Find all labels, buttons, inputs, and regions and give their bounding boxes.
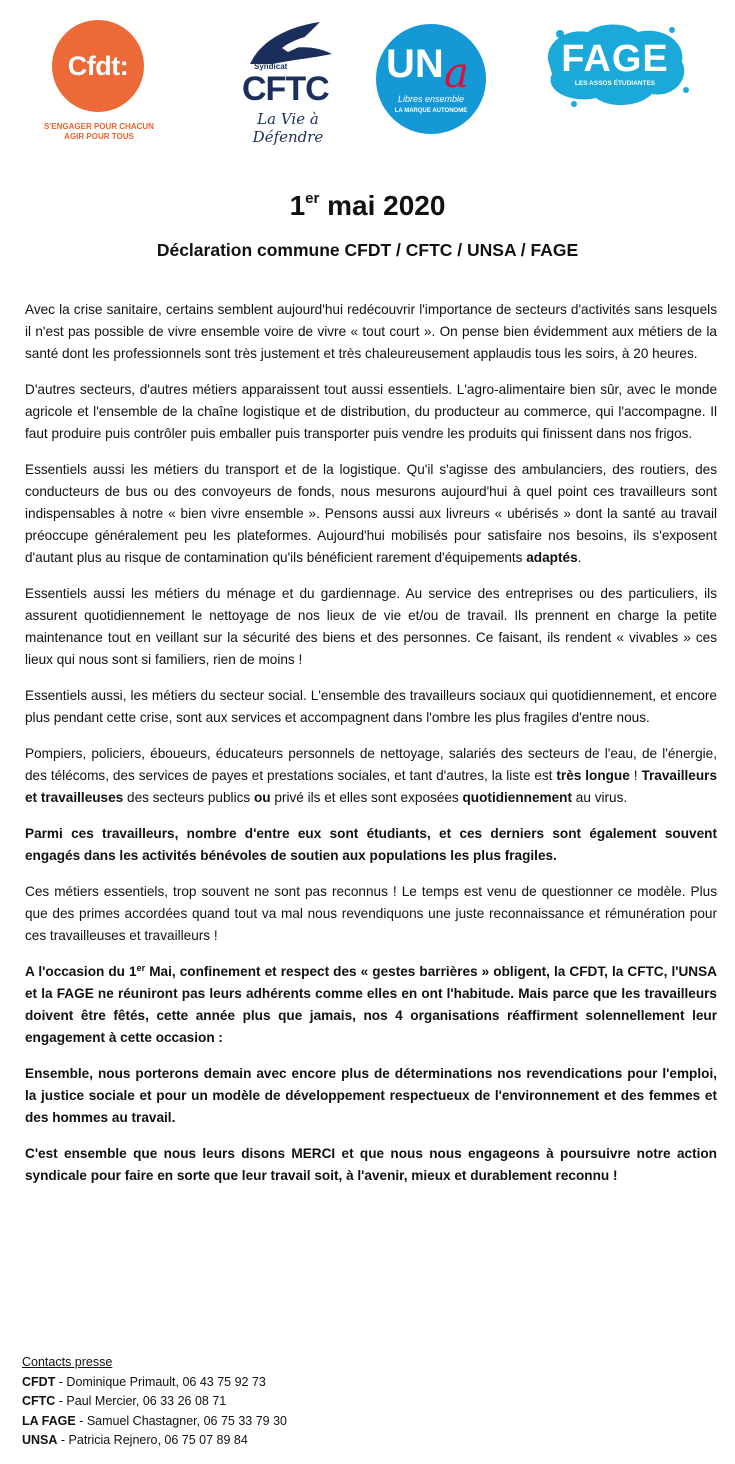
cftc-prefix: Syndicat xyxy=(254,62,288,71)
paragraph-6-bold-c: ou xyxy=(253,790,271,805)
paragraph-3-text: Essentiels aussi les métiers du transport et de la logistique. Qu'il s'agisse des ambulanciers, des routiers, des conducteurs de bus ou des convoyeurs de fonds, nous mesurons aujourd'hui à quel point ces travailleurs sont indispensables à notre « bien vivre ensemble ». Pensons aussi aux livreurs « ubérisés » dont la santé au travail préoccupe généralement peu les plateformes. Aujourd'hui mobilisés pour satisfaire nos besoins, ils s'exposent d'autant plus au risque de contamination qu'ils bénéficient rarement d'équipements xyxy=(25,462,717,565)
paragraph-6-text-a: Pompiers, policiers, éboueurs, éducateurs personnels de nettoyage, salariés des secteurs de l'eau, de l'énergie, des télécoms, des services de payes et prestations sociales, et tant d'autres, la liste est xyxy=(25,746,717,783)
contact-row xyxy=(22,1373,287,1393)
paragraph-4: Essentiels aussi les métiers du ménage et du gardiennage. Au service des entreprises ou des particuliers, ils assurent quotidiennement le nettoyage de nos lieux de vie et/ou de travail. Ils prennent en charge la petite maintenance tout en veillant sur la sécurité des biens et des personnes. Ce faisant, ils rendent « vivables » ces lieux qui nous sont si familiers, rien de moins ! xyxy=(25,586,717,667)
paragraph-7: Parmi ces travailleurs, nombre d'entre eux sont étudiants, et ces derniers sont également souvent engagés dans les activités bénévoles de soutien aux populations les plus fragiles. xyxy=(25,826,717,863)
unsa-logo xyxy=(376,24,486,134)
contact-detail: - Dominique Primault, 06 43 75 92 73 xyxy=(55,1374,266,1389)
press-contacts xyxy=(22,1353,287,1451)
paragraph-9-text-a: A l'occasion du 1 xyxy=(25,964,137,979)
fage-logo-subtext: LES ASSOS ÉTUDIANTES xyxy=(574,80,656,87)
unsa-band-subtext: LA MARQUE AUTONOME xyxy=(394,108,468,114)
declaration-body xyxy=(25,299,717,1187)
unsa-band-text: Libres ensemble xyxy=(397,94,465,104)
press-contacts-heading: Contacts presse xyxy=(22,1355,113,1369)
page-title xyxy=(0,190,735,222)
paragraph-3-bold: adaptés xyxy=(526,550,578,565)
contact-detail: - Paul Mercier, 06 33 26 08 71 xyxy=(55,1394,227,1408)
cftc-logo-text: CFTC xyxy=(242,70,329,108)
paragraph-9-superscript: er xyxy=(136,963,146,973)
page-subtitle: Déclaration commune CFDT / CFTC / UNSA / FAGE xyxy=(156,240,579,260)
contact-detail: - Patricia Rejnero, 06 75 07 89 84 xyxy=(57,1433,248,1447)
fage-logo-text: FAGE xyxy=(561,38,669,80)
title-text: mai 2020 xyxy=(319,190,446,221)
paragraph-11: C'est ensemble que nous leurs disons MERCI et que nous nous engageons à poursuivre notre action syndicale pour faire en sorte que leur travail soit, à l'avenir, mieux et durablement reconnu ! xyxy=(25,1146,717,1183)
paragraph-9 xyxy=(25,961,717,1049)
contact-org: LA FAGE xyxy=(22,1413,76,1428)
paragraph-6-text-b: ! xyxy=(629,768,642,783)
cfdt-logo-text: Cfdt: xyxy=(67,50,129,81)
paragraph-2: D'autres secteurs, d'autres métiers apparaissent tout aussi essentiels. L'agro-alimentaire bien sûr, avec le monde agricole et l'ensemble de la chaîne logistique et de distribution, du producteur au commerce, qui l'accompagne. Il faut produire puis contrôler puis emballer puis transporter puis vendre les produits qui finissent dans nos frigos. xyxy=(25,382,717,441)
cfdt-tagline-line-1: S'ENGAGER POUR CHACUN xyxy=(44,122,154,131)
cfdt-tagline-line-2: AGIR POUR TOUS xyxy=(64,132,134,141)
contact-org: CFDT xyxy=(22,1374,56,1389)
fage-logo xyxy=(540,20,690,112)
contact-row xyxy=(22,1431,287,1451)
paragraph-6-bold-b: Travailleurs et travailleuses xyxy=(25,768,718,805)
paragraph-6-bold-d: quotidiennement xyxy=(462,790,573,805)
paragraph-6-text-c: des secteurs publics xyxy=(123,790,254,805)
paragraph-8: Ces métiers essentiels, trop souvent ne sont pas reconnus ! Le temps est venu de questionner ce modèle. Plus que des primes accordées quand tout va mal nous revendiquons une juste reconnaissance et rémunération pour ces travailleuses et travailleurs ! xyxy=(25,884,717,943)
contact-row xyxy=(22,1412,287,1432)
dove-icon xyxy=(222,18,354,68)
contact-org: CFTC xyxy=(22,1394,56,1408)
logo-banner xyxy=(0,0,735,170)
contact-detail: - Samuel Chastagner, 06 75 33 79 30 xyxy=(75,1413,287,1428)
cftc-slogan: La Vie à Défendre xyxy=(252,110,324,146)
contact-row xyxy=(22,1392,287,1412)
paragraph-3-end: . xyxy=(577,550,582,565)
contact-org: UNSA xyxy=(22,1433,58,1447)
unsa-logo-text: UN xyxy=(386,42,444,86)
unsa-logo-letter: a xyxy=(444,48,470,97)
cftc-logo xyxy=(222,18,354,146)
paragraph-10: Ensemble, nous porterons demain avec encore plus de déterminations nos revendications pour l'emploi, la justice sociale et pour un modèle de développement respectueux de l'environnement et des femmes et des hommes au travail. xyxy=(25,1066,717,1125)
paragraph-9-text-b: Mai, confinement et respect des « gestes barrières » obligent, la CFDT, la CFTC, l'UNSA et la FAGE ne réuniront pas leurs adhérents comme elles en ont l'habitude. Mais parce que les travailleurs doivent être fêtés, cette année plus que jamais, nos 4 organisations réaffirment solennellement leur engagement à cette occasion : xyxy=(25,964,717,1045)
paragraph-6-text-e: au virus. xyxy=(572,790,628,805)
paragraph-6-text-d: privé ils et elles sont exposées xyxy=(270,790,463,805)
title-superscript: er xyxy=(305,190,320,207)
paragraph-1: Avec la crise sanitaire, certains semblent aujourd'hui redécouvrir l'importance de secteurs d'activités sans lesquels il n'est pas possible de vivre ensemble voire de vivre « tout court ». On pense bien évidemment aux métiers de la santé dont les professionnels sont très justement et très chaleureusement applaudis tous les soirs, à 20 heures. xyxy=(25,302,717,361)
cfdt-logo xyxy=(52,20,144,112)
paragraph-3 xyxy=(25,459,717,569)
title-number: 1 xyxy=(289,190,306,221)
paragraph-6 xyxy=(25,743,717,809)
cfdt-tagline xyxy=(40,122,158,142)
paragraph-6-bold-a: très longue xyxy=(556,768,630,783)
paragraph-5: Essentiels aussi, les métiers du secteur social. L'ensemble des travailleurs sociaux qui quotidiennement, et encore plus pendant cette crise, sont aux services et accompagnent dans l'ombre les plus fragiles d'entre nous. xyxy=(25,688,717,725)
